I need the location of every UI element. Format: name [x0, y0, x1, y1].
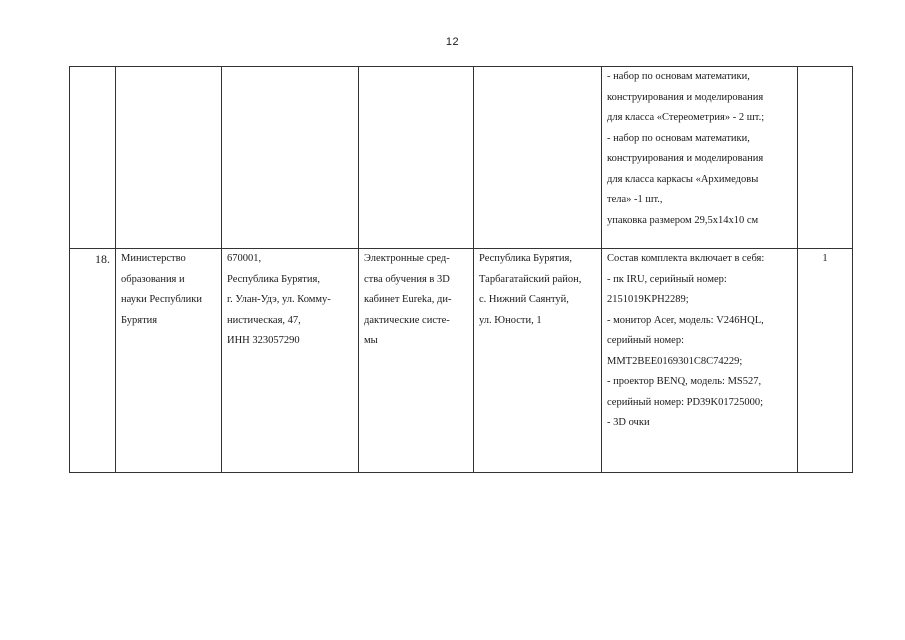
- cell-line: Республика Бурятия,: [479, 253, 572, 264]
- cell-line: - проектор BENQ, модель: MS527,: [607, 376, 762, 387]
- cell-line: серийный номер:: [607, 335, 684, 346]
- cell-line: Электронные сред-: [364, 253, 450, 264]
- cell-line: ства обучения в 3D: [364, 273, 450, 285]
- cell-line: ул. Юности, 1: [479, 314, 542, 326]
- cell-line: 670001,: [227, 253, 262, 264]
- owner-cell: [116, 67, 222, 249]
- cell-line: - монитор Acer, модель: V246HQL,: [607, 314, 764, 326]
- cell-line: Республика Бурятия,: [227, 273, 320, 285]
- cell-line: - набор по основам математики,: [607, 71, 750, 82]
- address-cell: [222, 249, 359, 473]
- address-cell: [222, 67, 359, 249]
- cell-line: г. Улан-Удэ, ул. Комму-: [227, 294, 331, 305]
- cell-line: для класса «Стереометрия» - 2 шт.;: [607, 112, 765, 123]
- cell-line: Министерство: [121, 253, 186, 264]
- cell-line: мы: [364, 335, 378, 346]
- location-cell: [474, 249, 602, 473]
- object-cell: [359, 249, 474, 473]
- quantity-cell: [798, 67, 853, 249]
- cell-line: Состав комплекта включает в себя:: [607, 253, 765, 264]
- description-cell: [602, 249, 798, 473]
- table-row: [70, 67, 853, 249]
- cell-line: конструирования и моделирования: [607, 91, 764, 103]
- page-number: 12: [445, 36, 460, 48]
- cell-line: науки Республики: [121, 294, 203, 305]
- description-cell: [602, 67, 798, 249]
- cell-line: упаковка размером 29,5х14х10 см: [607, 214, 759, 226]
- cell-line: серийный номер: PD39K01725000;: [607, 396, 764, 408]
- cell-line: нистическая, 47,: [227, 314, 301, 326]
- cell-line: - пк IRU, серийный номер:: [607, 273, 727, 285]
- row-number-cell: 18.: [70, 249, 116, 473]
- cell-line: - набор по основам математики,: [607, 132, 750, 144]
- cell-line: - 3D очки: [607, 417, 650, 428]
- cell-line: тела» -1 шт.,: [607, 194, 663, 205]
- cell-line: дактические систе-: [364, 314, 450, 326]
- cell-line: ИНН 323057290: [227, 335, 300, 346]
- cell-line: 2151019KPH2289;: [607, 294, 689, 305]
- property-table: [69, 66, 853, 473]
- owner-cell: [116, 249, 222, 473]
- cell-line: Бурятия: [121, 314, 158, 326]
- table-row: [70, 249, 853, 473]
- location-cell: [474, 67, 602, 249]
- cell-line: с. Нижний Саянтуй,: [479, 294, 569, 305]
- cell-line: для класса каркасы «Архимедовы: [607, 173, 759, 185]
- object-cell: [359, 67, 474, 249]
- cell-line: кабинет Eureka, ди-: [364, 294, 452, 305]
- quantity-cell: 1: [798, 249, 853, 473]
- cell-line: Тарбагатайский район,: [479, 273, 582, 285]
- cell-line: образования и: [121, 273, 185, 285]
- row-number-cell: [70, 67, 116, 249]
- cell-line: MMT2BEE0169301C8C74229;: [607, 355, 743, 367]
- cell-line: конструирования и моделирования: [607, 153, 764, 164]
